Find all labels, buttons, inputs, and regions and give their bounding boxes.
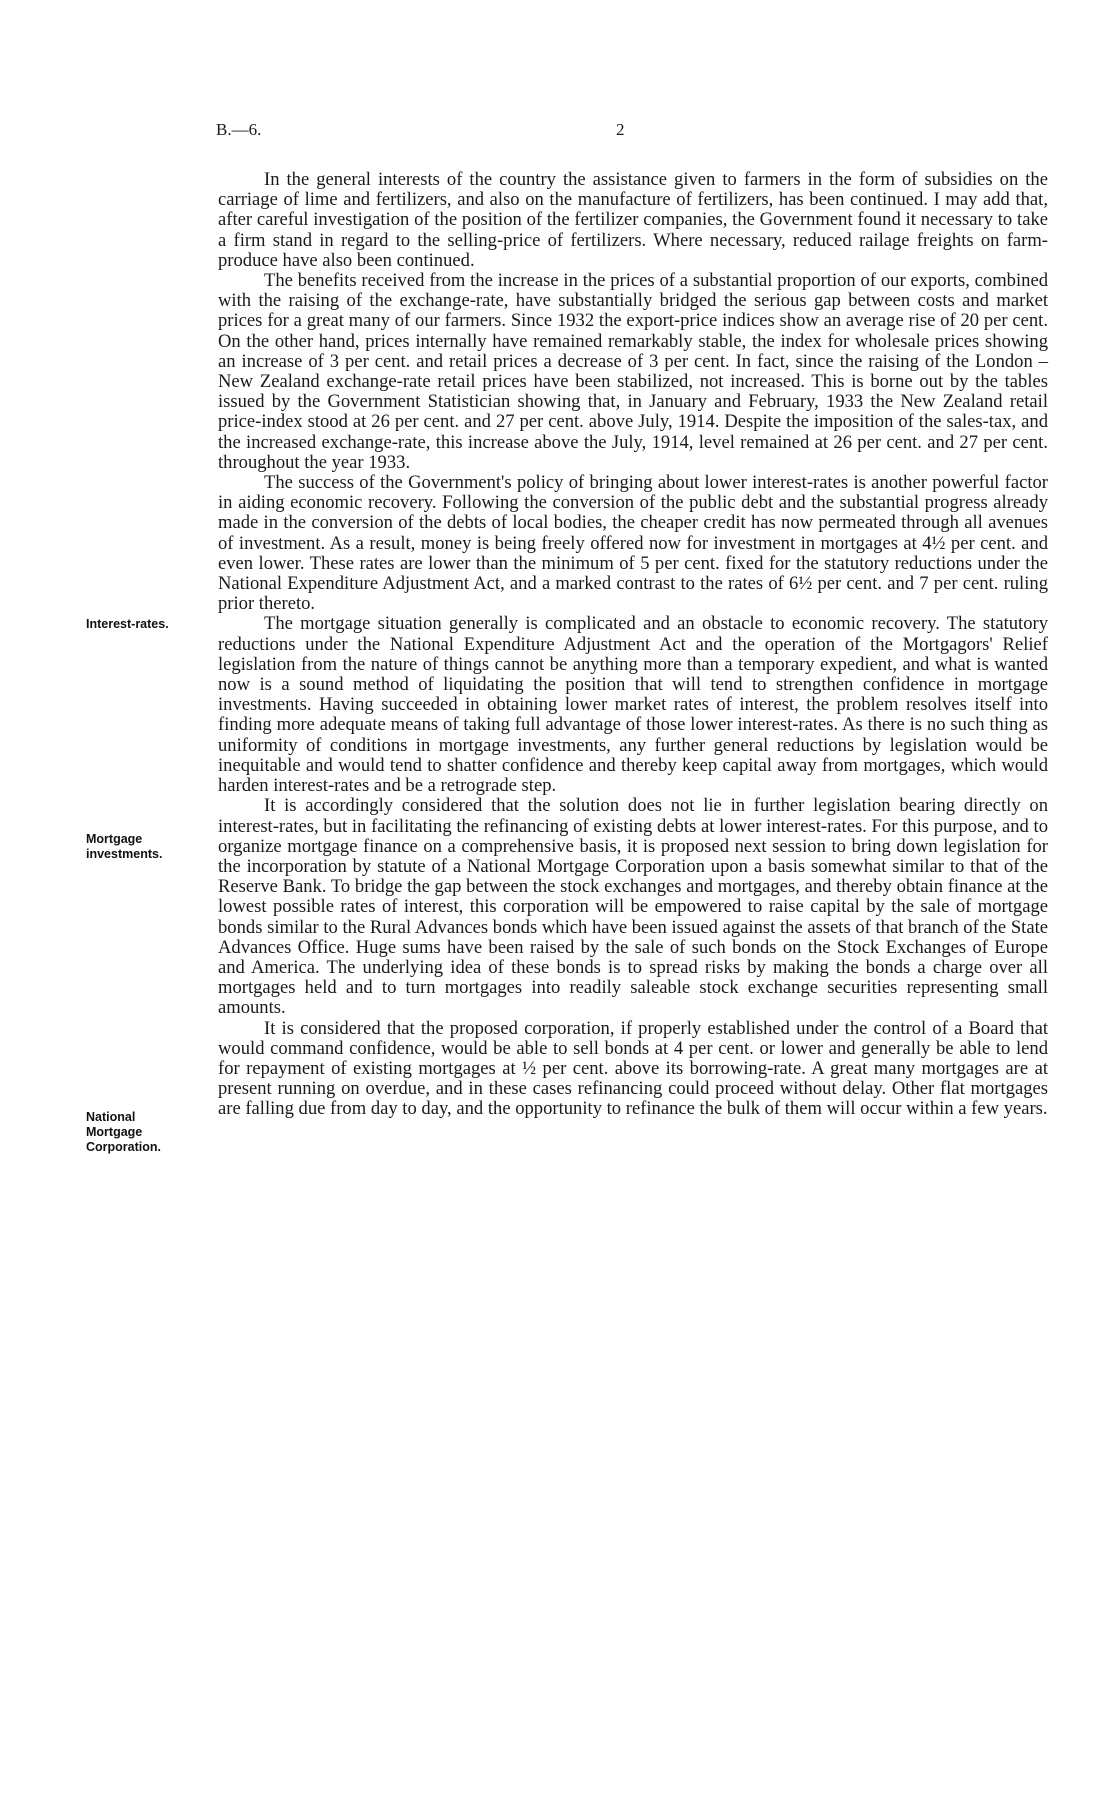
paragraph-mortgage-situation: The mortgage situation generally is complicated and an obstacle to economic recovery. The statutory reductions under the National Expenditure Adjustment Act and the operation of the Mortgagors' Relief legislation from the nature of things cannot be anything more than a temporary expedient, and what is wanted now is a sound method of liquidating the position that will tend to strengthen confidence in mortgage investments. Having succeeded in obtaining lower market rates of interest, the problem resolves itself into finding more adequate means of taking full advantage of those lower interest-rates. As there is no such thing as uniformity of conditions in mortgage investments, any further general reductions by legislation would be inequitable and would tend to shatter confidence and thereby keep capital away from mortgages, which would harden interest-rates and be a retrograde step. xyxy=(218,613,1048,797)
paragraph-fertilizer-subsidies: In the general interests of the country the assistance given to farmers in the form of subsidies on the carriage of lime and fertilizers, and also on the manufacture of fertilizers, has been continued. I may add that, after careful investigation of the position of the fertilizer companies, the Government found it necessary to take a firm stand in regard to the selling-price of fertilizers. Where necessary, reduced railage freights on farm-produce have also been continued. xyxy=(218,169,1048,271)
document-reference: B.—6. xyxy=(216,120,262,139)
page-header xyxy=(216,120,1048,144)
paragraph-national-mortgage-corporation: It is accordingly considered that the solution does not lie in further legislation bearing directly on interest-rates, but in facilitating the refinancing of existing debts at lower interest-rates. For this purpose, and to organize mortgage finance on a comprehensive basis, it is proposed next session to bring down legislation for the incorporation by statute of a National Mortgage Corporation upon a basis somewhat similar to that of the Reserve Bank. To bridge the gap between the stock exchanges and mortgages, and thereby obtain finance at the lowest possible rates of interest, this corporation will be empowered to raise capital by the sale of mortgage bonds similar to the Rural Advances bonds which have been issued against the assets of that branch of the State Advances Office. Huge sums have been raised by the sale of such bonds on the Stock Exchanges of Europe and America. The underlying idea of these bonds is to spread risks by making the bonds a charge over all mortgages held and to turn mortgages into readily saleable stock exchange securities representing small amounts. xyxy=(218,795,1048,1019)
margin-note-mortgage-investments: Mortgage investments. xyxy=(86,832,163,861)
margin-note-national-mortgage-corporation: National Mortgage Corporation. xyxy=(86,1110,161,1154)
paragraph-interest-rates: The success of the Government's policy of bringing about lower interest-rates is another powerful factor in aiding economic recovery. Following the conversion of the public debt and the substantial progress already made in the conversion of the debts of local bodies, the cheaper credit has now permeated through all avenues of investment. As a result, money is being freely offered now for investment in mortgages at 4½ per cent. and even lower. These rates are lower than the minimum of 5 per cent. fixed for the statutory reductions under the National Expenditure Adjustment Act, and a marked contrast to the rates of 6½ per cent. and 7 per cent. ruling prior thereto. xyxy=(218,472,1048,615)
margin-note-interest-rates: Interest-rates. xyxy=(86,617,169,631)
page-number: 2 xyxy=(616,120,625,139)
body-text xyxy=(218,170,1048,1120)
paragraph-proposed-corporation: It is considered that the proposed corporation, if properly established under the control of a Board that would command confidence, would be able to sell bonds at 4 per cent. or lower and generally be able to lend for repayment of existing mortgages at ½ per cent. above its borrowing-rate. A great many mortgages are at present running on overdue, and in these cases refinancing could proceed without delay. Other flat mortgages are falling due from day to day, and the opportunity to refinance the bulk of them will occur within a few years. xyxy=(218,1017,1048,1120)
paragraph-export-prices: The benefits received from the increase in the prices of a substantial proportion of our exports, combined with the raising of the exchange-rate, have substantially bridged the serious gap between costs and market prices for a great many of our farmers. Since 1932 the export-price indices show an average rise of 20 per cent. On the other hand, prices internally have remained remarkably stable, the index for wholesale prices showing an increase of 3 per cent. and retail prices a decrease of 3 per cent. In fact, since the raising of the London – New Zealand exchange-rate retail prices have been stabilized, not increased. This is borne out by the tables issued by the Government Statistician showing that, in January and February, 1933 the New Zealand retail price-index stood at 26 per cent. and 27 per cent. above July, 1914. Despite the imposition of the sales-tax, and the increased exchange-rate, this increase above the July, 1914, level remained at 26 per cent. and 27 per cent. throughout the year 1933. xyxy=(218,270,1048,473)
